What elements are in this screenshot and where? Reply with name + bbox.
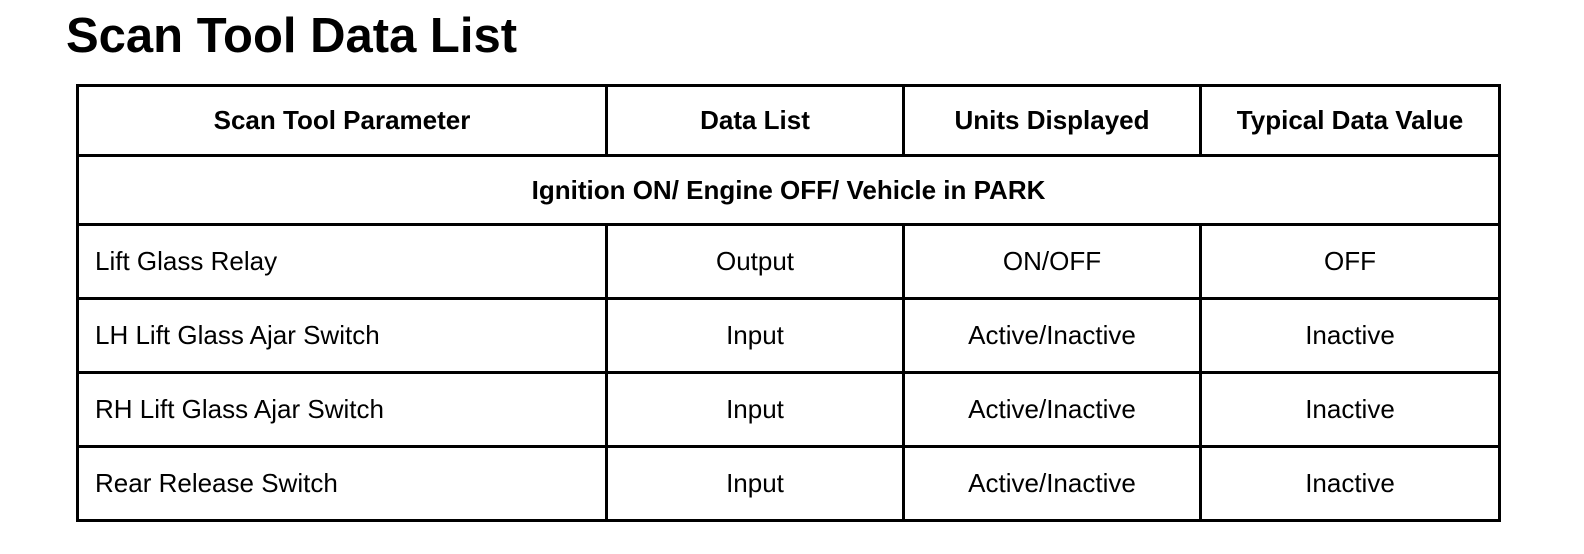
table-row	[78, 225, 1500, 299]
section-heading-row	[78, 156, 1500, 225]
header-typical-data-value: Typical Data Value	[1201, 86, 1500, 156]
cell-data-list: Input	[607, 373, 904, 447]
page-title: Scan Tool Data List	[66, 9, 518, 63]
section-heading: Ignition ON/ Engine OFF/ Vehicle in PARK	[78, 156, 1500, 225]
cell-typical: Inactive	[1201, 447, 1500, 521]
cell-typical: OFF	[1201, 225, 1500, 299]
cell-parameter: RH Lift Glass Ajar Switch	[78, 373, 607, 447]
cell-data-list: Input	[607, 299, 904, 373]
table-row	[78, 373, 1500, 447]
cell-parameter: Rear Release Switch	[78, 447, 607, 521]
cell-data-list: Input	[607, 447, 904, 521]
table-body	[78, 156, 1500, 521]
table-row	[78, 447, 1500, 521]
cell-data-list: Output	[607, 225, 904, 299]
header-units-displayed: Units Displayed	[904, 86, 1201, 156]
header-scan-tool-parameter: Scan Tool Parameter	[78, 86, 607, 156]
scan-tool-data-table	[76, 84, 1501, 522]
cell-typical: Inactive	[1201, 373, 1500, 447]
header-data-list: Data List	[607, 86, 904, 156]
cell-parameter: LH Lift Glass Ajar Switch	[78, 299, 607, 373]
cell-units: Active/Inactive	[904, 373, 1201, 447]
table-header	[78, 86, 1500, 156]
cell-typical: Inactive	[1201, 299, 1500, 373]
table-row	[78, 299, 1500, 373]
cell-units: Active/Inactive	[904, 447, 1201, 521]
cell-units: Active/Inactive	[904, 299, 1201, 373]
cell-parameter: Lift Glass Relay	[78, 225, 607, 299]
header-row	[78, 86, 1500, 156]
cell-units: ON/OFF	[904, 225, 1201, 299]
